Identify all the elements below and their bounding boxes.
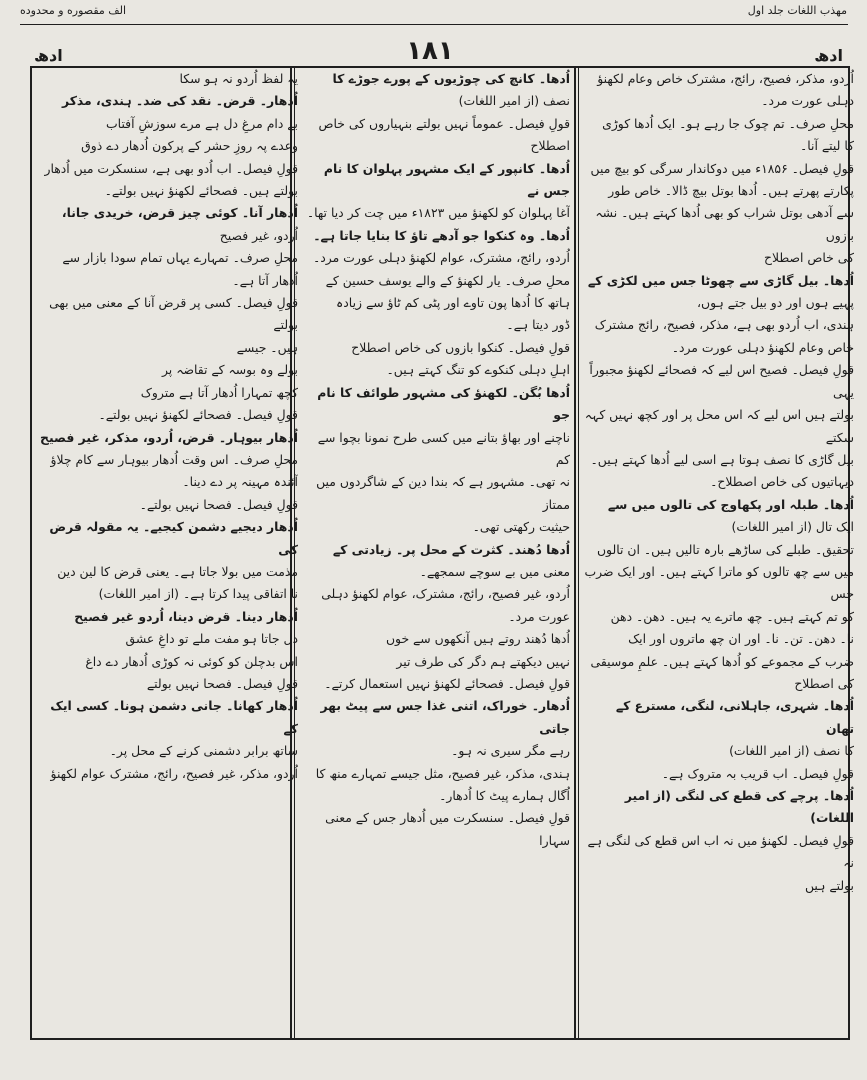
entry-line: قولِ فیصل۔ ۱۸۵۶ء میں دوکاندار سرگی کو بیچ میں — [590, 160, 854, 176]
entry-line: اس بدچلن کو کوئی نہ کوڑی اُدھار دے داغ — [85, 653, 298, 669]
entry-line: قولِ فیصل۔ فصحا نہیں بولتے۔ — [139, 496, 298, 512]
entry-line: کا لیتے آنا۔ — [800, 138, 854, 154]
column-divider-right-inner — [578, 66, 579, 1040]
entry-headword-line: اُدھار۔ قرض۔ نقد کی ضد۔ ہندی، مذکر — [61, 93, 298, 109]
entry-line: اُدھا دُھند روتے ہیں آنکھوں سے خوں — [385, 631, 570, 647]
entry-line: قولِ فیصل۔ عموماً نہیں بولتے بنہیاروں کی خاص — [318, 115, 570, 131]
entry-line: نہ تھی۔ مشہور ہے کہ بندا دین کے شاگردوں میں ممتاز — [316, 474, 570, 512]
column-right — [584, 68, 854, 1038]
column-keyword-left: ادھ — [34, 46, 63, 65]
entry-line: محلِ صرف۔ تمہارے یہاں تمام سودا بازار سے — [62, 250, 298, 266]
entry-line: ہندی، اب اُردو بھی ہے، مذکر، فصیح، رائج مشترک — [594, 317, 854, 333]
entry-line: قولِ فیصل۔ فصحائے لکھنؤ نہیں بولتے۔ — [98, 407, 298, 423]
bottom-border — [30, 1038, 850, 1040]
entry-headword-line: اُدھار دینا۔ قرض دینا، اُردو غیر فصیح — [74, 608, 298, 624]
column-keyword-right: ادھ — [814, 46, 843, 65]
entry-line: اصطلاح — [530, 138, 570, 154]
column-middle — [300, 68, 570, 1038]
entry-line: ناچنے اور بھاؤ بتانے میں کسی طرح نمونا بچوا سے کم — [317, 429, 570, 467]
entry-line: اُردو، غیر فصیح، رائج، مشترک، عوام لکھنؤ دہلی — [321, 586, 570, 602]
entry-line: عورت مرد۔ — [508, 608, 570, 624]
entry-line: پکارتے پھرتے ہیں۔ اُدھا بوتل بیچ ڈالا۔ خاص طور — [608, 183, 854, 199]
entry-line: اہلِ دہلی کنکوے کو تنگ کہتے ہیں۔ — [386, 362, 570, 378]
entry-headword-line: اُدھا بُگن۔ لکھنؤ کی مشہور طوائف کا نام جو — [317, 384, 570, 423]
entry-line: آغا پہلوان کو لکھنؤ میں ۱۸۲۳ء میں چت کر دیا تھا۔ — [306, 205, 570, 221]
entry-line: نا۔ دھن۔ تن۔ نا۔ اور ان چھ ماتروں اور ایک — [628, 631, 854, 647]
entry-line: ساتھ برابر دشمنی کرنے کے محل پر۔ — [109, 743, 298, 759]
entry-line: اُردو، رائج، مشترک، عوام لکھنؤ دہلی عورت مرد۔ — [312, 250, 570, 266]
entry-line: بولتے ہیں اس لیے کہ اس محل پر اور کچھ نہیں کہہ سکتے — [584, 407, 854, 445]
entry-headword-line: اُدھار بیوہار۔ قرض، اُردو، مذکر، غیر فصیح — [40, 429, 298, 445]
entry-line: خاص وعام لکھنؤ دہلی عورت مرد۔ — [671, 339, 854, 355]
entry-headword-line: اُدھا۔ کانپور کے ایک مشہور پہلوان کا نام جس نے — [323, 160, 570, 199]
entry-headword-line: اُدھا۔ شہری، جاہلانی، لنگی، مسترع کے تھان — [615, 698, 854, 736]
entry-line: اُردو، مذکر، غیر فصیح، رائج، مشترک عوام لکھنؤ — [50, 765, 298, 781]
header-rule — [20, 24, 848, 25]
entry-line: نا اتفاقی پیدا کرتا ہے۔ (از امیر اللغات) — [98, 586, 298, 602]
entry-line: کچھ تمہارا اُدھار آتا ہے متروک — [140, 384, 298, 400]
entry-line: دہلی عورت مرد۔ — [761, 93, 854, 109]
entry-headword-line: اُدھار دیجیے دشمن کیجیے۔ یہ مقولہ قرض کی — [49, 519, 298, 557]
column-left — [36, 68, 298, 1038]
entry-line: آئندہ مہینہ پر دے دینا۔ — [182, 474, 298, 490]
entry-headword-line: اُدھا۔ وہ کنکوا جو آدھے تاؤ کا بنایا جاتا ہے۔ — [313, 227, 570, 243]
entry-headword-line: اُدھا۔ بیل گاڑی سے چھوٹا جس میں لکڑی کے — [587, 272, 854, 288]
entry-line: قولِ فیصل۔ فصیح اس لیے کہ فصحائے لکھنؤ مجبوراً یہی — [589, 362, 854, 400]
entry-line: نہیں دیکھتے ہم دگر کی طرف تیر — [396, 653, 570, 669]
entry-line: ایک تال (از امیر اللغات) — [731, 519, 854, 535]
entry-line: ضرب کے مجموعے کو اُدھا کہتے ہیں۔ علمِ موسیقی کی اصطلاح — [590, 653, 854, 691]
entry-line: محلِ صرف۔ اس وقت اُدھار بیوہار سے کام چلاؤ — [50, 451, 298, 467]
entry-line: وعدے پہ روزِ حشر کے پرکون اُدھار دے ذوق — [81, 138, 298, 154]
entry-headword-line: اُدھار آنا۔ کوئی چیز قرض، خریدی جانا، — [61, 205, 298, 221]
entry-line: اُردو، غیر فصیح — [219, 227, 298, 243]
entry-line: یہ لفظ اُردو نہ ہو سکا — [179, 71, 298, 86]
entry-line: دل جاتا ہو مفت ملے تو داغِ عشق — [125, 631, 298, 647]
entry-line: بیل گاڑی کا نصف ہوتا ہے اسی لیے اُدھا کہتے ہیں۔ — [590, 451, 854, 467]
entry-line: ہیں۔ جیسے — [236, 339, 298, 355]
entry-line: اُگال ہمارے پیٹ کا اُدھار۔ — [439, 788, 570, 803]
entry-line: حیثیت رکھتی تھی۔ — [472, 519, 570, 535]
page-number: ۱۸۱ — [406, 36, 454, 66]
entry-line: قولِ فیصل۔ فصحا نہیں بولتے — [146, 675, 298, 691]
entry-headword-line: اُدھار کھانا۔ جانی دشمن ہونا۔ کسی ایک کے — [50, 698, 298, 736]
entry-line: بے دام مرغِ دل ہے مرے سوزشِ آفتاب — [106, 115, 298, 131]
running-title-left: الف مقصوره و محدوده — [20, 4, 127, 17]
entry-line: تحقیق۔ طبلے کی ساڑھے بارہ تالیں ہیں۔ ان تالوں — [596, 541, 854, 557]
entry-line: کو تم کہتے ہیں۔ چھ ماترے یہ ہیں۔ دھن۔ دھن — [610, 608, 854, 624]
entry-line: بولے وہ بوسہ کے تقاضہ پر — [161, 362, 298, 378]
entry-line: ڈور دیتا ہے۔ — [506, 317, 570, 333]
entry-line: محلِ صرف۔ تم چوک جا رہے ہو۔ ایک اُدھا کوڑی — [602, 115, 854, 131]
entry-line: قولِ فیصل۔ اب اُدو بھی ہے، سنسکرت میں اُدھار — [44, 160, 298, 176]
entry-headword-line: اُدھا دُھند۔ کثرت کے محل پر۔ زیادتی کے — [332, 541, 570, 557]
entry-line: نصف (از امیر اللغات) — [458, 93, 570, 109]
entry-line: پہیے ہوں اور دو بیل جتے ہوں، — [696, 295, 854, 311]
entry-line: قولِ فیصل۔ کسی پر قرض آنا کے معنی میں بھی بولتے — [49, 295, 298, 333]
entry-line: کی خاص اصطلاح — [763, 250, 854, 266]
entry-line: ہندی، مذکر، غیر فصیح، مثل جیسے تمہارے منھ کا — [315, 765, 570, 781]
entry-line: محلِ صرف۔ یار لکھنؤ کے والے یوسف حسین کے — [325, 272, 570, 288]
entry-headword-line: اُدھا۔ پرچے کی قطع کی لنگی (از امیر اللغات) — [624, 788, 854, 826]
entry-line: اُردو، مذکر، فصیح، رائج، مشترک خاص وعام لکھنؤ — [597, 71, 854, 86]
column-divider-right — [574, 66, 576, 1040]
entry-headword-line: اُدھا۔ کانچ کی چوڑیوں کے پورے جوڑے کا — [332, 71, 570, 86]
entry-line: بولتے ہیں۔ فصحائے لکھنؤ نہیں بولتے۔ — [104, 183, 298, 199]
entry-line: قولِ فیصل۔ سنسکرت میں اُدھار جس کے معنی سہارا — [325, 810, 570, 848]
entry-line: قولِ فیصل۔ کنکوا بازوں کی خاص اصطلاح — [351, 339, 570, 355]
entry-line: قولِ فیصل۔ اب قریب بہ متروک ہے۔ — [661, 765, 854, 781]
entry-headword-line: اُدھار۔ خوراک، اتنی غذا جس سے پیٹ بھر جاتی — [320, 698, 570, 736]
entry-line: قولِ فیصل۔ لکھنؤ میں نہ اب اس قطع کی لنگی ہے نہ — [587, 832, 854, 871]
entry-line: سے آدھی بوتل شراب کو بھی اُدھا کہتے ہیں۔ نشہ بازوں — [595, 205, 854, 243]
entry-line: قولِ فیصل۔ فصحائے لکھنؤ نہیں استعمال کرتے۔ — [324, 675, 570, 691]
running-title-right: مهذب اللغات جلد اول — [747, 4, 847, 17]
entry-line: معنی میں بے سوچے سمجھے۔ — [419, 563, 570, 579]
entry-line: دیہاتیوں کی خاص اصطلاح۔ — [710, 474, 854, 490]
entry-line: کا نصف (از امیر اللغات) — [729, 743, 854, 759]
entry-line: رہے مگر سیری نہ ہو۔ — [451, 743, 570, 759]
entry-line: ہاتھ کا اُدھا پون تاوے اور پٹی کم ٹاؤ سے زیادہ — [336, 295, 570, 311]
entry-line: اُدھار آتا ہے۔ — [232, 272, 298, 288]
entry-line: بولتے ہیں — [805, 877, 854, 893]
outer-left-border — [30, 66, 32, 1040]
entry-line: مذمت میں بولا جاتا ہے۔ یعنی قرض کا لین دین — [57, 563, 298, 579]
entry-headword-line: اُدھا۔ طبلہ اور پکھاوج کی تالوں میں سے — [607, 496, 854, 512]
entry-line: میں سے چھ تالوں کو ماترا کہتے ہیں۔ اور ایک ضرب جس — [584, 563, 854, 602]
